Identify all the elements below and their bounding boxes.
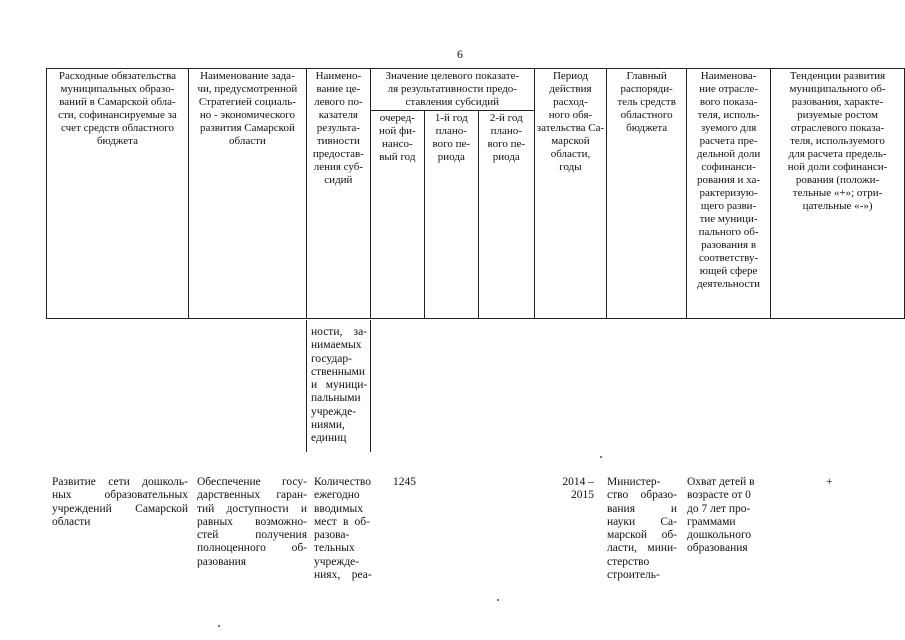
text-line: сти, софинансируемые за (58, 109, 177, 121)
text-line: ности, за- (311, 326, 367, 338)
text-line: ставления субсидий (405, 96, 500, 108)
text-line: вого пе- (487, 138, 526, 150)
row-target-value: 1245 (393, 476, 416, 488)
text-line: вого показа- (699, 96, 758, 108)
text-line: тельные «+»; отри- (792, 187, 883, 199)
text-line: сидий (324, 174, 353, 186)
text-line: науки Са- (607, 515, 677, 528)
text-line: ной фи- (378, 125, 416, 137)
text-line: учрежде- (314, 555, 360, 568)
text-line: действия (549, 83, 592, 95)
row-trend: + (826, 476, 833, 488)
text-line: развития Самарской (199, 122, 295, 134)
text-line: 2-й год (489, 112, 523, 124)
text-line: деятельности (697, 278, 761, 290)
text-line: Наименование зада- (200, 70, 295, 82)
text-line: ниями, (311, 419, 345, 432)
text-line: рактеризую- (699, 187, 758, 199)
text-line: тие муници- (699, 213, 758, 225)
text-line: разования в (701, 239, 757, 251)
header-col-target-value-group (370, 69, 534, 111)
text-line: области, (550, 148, 591, 160)
text-line: тель средств (617, 96, 676, 108)
text-line: ления суб- (313, 161, 364, 173)
row-obligation (52, 476, 188, 529)
text-line: Развитие сети дошколь- (52, 476, 188, 488)
scan-speck (600, 456, 602, 458)
text-line: ризуемые ростом (797, 109, 878, 121)
text-line: стей получения (197, 529, 307, 542)
text-line: Количество (314, 476, 371, 488)
text-line: распоряди- (620, 83, 673, 95)
text-line: возрасте от 0 (687, 489, 751, 502)
continuation-right-border (370, 320, 371, 452)
text-line: отраслевого показа- (790, 122, 885, 134)
text-line: щего разви- (700, 200, 757, 212)
text-line: разования (197, 555, 247, 568)
text-line: тий доступности и (197, 502, 307, 515)
text-line: Период (552, 70, 588, 82)
text-line: расчета пре- (699, 135, 758, 147)
text-line: области (229, 135, 266, 147)
text-line: государ- (311, 352, 352, 365)
header-sub-second-plan-year (478, 111, 534, 319)
text-line: ваний в Самарской обла- (59, 96, 176, 108)
text-line: цательные «-») (802, 200, 873, 212)
text-line: Тенденции развития (789, 70, 886, 82)
header-col-trends (771, 69, 905, 319)
row-manager (607, 476, 677, 582)
text-line: 2015 (571, 489, 594, 502)
header-sub-current-year (370, 111, 424, 319)
header-col-branch-indicator (687, 69, 771, 319)
text-line: рования (положи- (795, 174, 880, 186)
text-line: плано- (490, 125, 522, 137)
text-line: расход- (553, 96, 588, 108)
text-line: зательства Са- (536, 122, 605, 134)
text-line: марской об- (607, 529, 677, 542)
page-number: 6 (457, 47, 463, 61)
text-line: вый год (379, 151, 416, 163)
text-line: граммами (687, 515, 736, 528)
text-line: нансо- (381, 138, 413, 150)
text-line: рования и ха- (697, 174, 761, 186)
text-line: для расчета предель- (788, 148, 887, 160)
text-line: вания и (607, 502, 677, 515)
text-line: Стратегией социаль- (198, 96, 296, 108)
text-line: ласти, мини- (607, 542, 677, 555)
text-line: бюджета (626, 122, 668, 134)
header-col-period (534, 69, 606, 319)
text-line: ственными (311, 365, 366, 378)
text-line: ние отрасле- (699, 83, 759, 95)
text-line: вого пе- (432, 138, 471, 150)
text-line: годы (559, 161, 582, 173)
text-line: очеред- (379, 112, 415, 124)
text-line: казателя (318, 109, 358, 121)
text-line: зуемого для (700, 122, 757, 134)
header-col-task (188, 69, 306, 319)
text-line: до 7 лет про- (687, 502, 751, 515)
text-line: ного обя- (548, 109, 593, 121)
text-line: Наимено- (315, 70, 362, 82)
row-branch-indicator (687, 476, 771, 556)
text-line: вводимых (314, 502, 363, 515)
text-line: нимаемых (311, 339, 362, 352)
text-line: дельной доли (696, 148, 761, 160)
text-line: Обеспечение госу- (197, 476, 307, 488)
text-line: области (52, 515, 91, 528)
text-line: Значение целевого показате- (385, 70, 520, 82)
text-line: единиц (311, 432, 347, 445)
text-line: Главный (626, 70, 667, 82)
indicator-continuation (311, 326, 367, 446)
text-line: равных возможно- (197, 515, 307, 528)
text-line: пальными (311, 392, 361, 405)
text-line: образования (687, 542, 748, 555)
text-line: ежегодно (314, 489, 360, 502)
scan-speck (497, 599, 499, 601)
text-line: теля, исполь- (697, 109, 760, 121)
header-table (46, 68, 905, 319)
text-line: дошкольного (687, 529, 752, 542)
text-line: ных образовательных (52, 489, 188, 502)
header-col-obligations (47, 69, 189, 319)
text-line: разования, характе- (791, 96, 884, 108)
text-line: бюджета (96, 135, 138, 147)
text-line: ной доли софинанси- (787, 161, 888, 173)
text-line: риода (492, 151, 520, 163)
text-line: левого по- (314, 96, 363, 108)
text-line: теля, используемого (790, 135, 885, 147)
text-line: Министер- (607, 476, 661, 488)
scan-speck (218, 625, 220, 627)
text-line: учрежде- (311, 405, 357, 418)
text-line: софинанси- (701, 161, 756, 173)
row-period (548, 476, 594, 503)
text-line: учреждений Самарской (52, 502, 188, 515)
text-line: 1-й год (434, 112, 468, 124)
header-sub-first-plan-year (424, 111, 478, 319)
text-line: областного (620, 109, 673, 121)
text-line: марской (551, 135, 590, 147)
text-line: предостав- (312, 148, 364, 160)
text-line: Наименова- (700, 70, 757, 82)
text-line: результа- (316, 122, 360, 134)
text-line: риода (437, 151, 465, 163)
text-line: стерство (607, 555, 650, 568)
text-line: разова- (314, 529, 350, 542)
text-line: и муници- (311, 379, 368, 392)
text-line: Охват детей в (687, 476, 755, 488)
text-line: муниципального об- (789, 83, 886, 95)
text-line: вание це- (316, 83, 361, 95)
row-task (197, 476, 307, 569)
text-line: ля результативности предо- (387, 83, 517, 95)
text-line: пального об- (698, 226, 759, 238)
header-col-indicator (306, 69, 370, 319)
text-line: ющей сфере (699, 265, 758, 277)
text-line: соответству- (698, 252, 759, 264)
text-line: мест в об- (314, 515, 370, 528)
text-line: счет средств областного (60, 122, 174, 134)
text-line: тельных (314, 542, 355, 555)
text-line: чи, предусмотренной (197, 83, 298, 95)
text-line: дарственных гаран- (197, 489, 307, 502)
row-indicator (314, 476, 370, 582)
text-line: 2014 – (562, 476, 594, 488)
text-line: тивности (316, 135, 360, 147)
text-line: плано- (435, 125, 467, 137)
continuation-left-border (306, 320, 307, 452)
text-line: ство образо- (607, 489, 677, 502)
text-line: Расходные обязательства (58, 70, 177, 82)
text-line: полноценного об- (197, 542, 307, 555)
text-line: муниципальных образо- (60, 83, 175, 95)
text-line: но - экономического (199, 109, 295, 121)
text-line: ниях, реа- (314, 569, 372, 582)
text-line: строитель- (607, 569, 660, 582)
header-col-manager (607, 69, 687, 319)
